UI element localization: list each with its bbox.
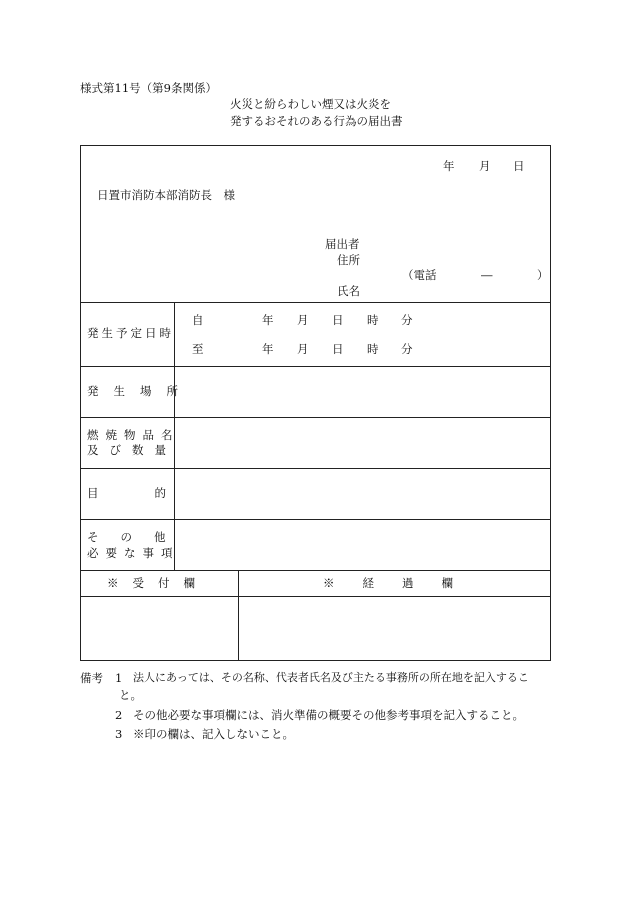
note-1-text-line2: と。 bbox=[119, 688, 142, 702]
note-3-text: ※印の欄は、記入しないこと。 bbox=[133, 727, 294, 741]
schedule-from-label: 自 bbox=[192, 313, 204, 327]
row-divider bbox=[81, 519, 550, 520]
date-month-label: 月 bbox=[479, 159, 491, 173]
note-2-text: その他必要な事項欄には、消火準備の概要その他参考事項を記入すること。 bbox=[133, 708, 524, 722]
schedule-from-minute: 分 bbox=[401, 313, 413, 327]
schedule-label bbox=[87, 326, 174, 341]
row-divider bbox=[81, 468, 550, 469]
phone-open: （電話 bbox=[402, 268, 437, 282]
schedule-from-day: 日 bbox=[332, 313, 344, 327]
schedule-label-text: 発生予定日時 bbox=[87, 326, 174, 340]
progress-box bbox=[239, 597, 549, 660]
row-divider bbox=[81, 366, 550, 367]
other-label-line2: 必要な事項 bbox=[87, 546, 180, 560]
schedule-to-label: 至 bbox=[192, 342, 204, 356]
row-divider bbox=[81, 417, 550, 418]
purpose-label-text: 目的 bbox=[87, 486, 222, 500]
receipt-column-header: ※受付欄 bbox=[107, 576, 209, 590]
phone-close: ） bbox=[537, 268, 549, 282]
schedule-from-hour: 時 bbox=[367, 313, 379, 327]
schedule-from-month: 月 bbox=[297, 313, 309, 327]
receipt-box bbox=[81, 597, 237, 660]
name-label: 氏名 bbox=[337, 284, 360, 298]
row-divider bbox=[81, 570, 550, 571]
phone-dash: ― bbox=[481, 268, 493, 282]
date-day-label: 日 bbox=[513, 159, 525, 173]
note-2-number: 2 bbox=[115, 708, 123, 722]
note-3-number: 3 bbox=[115, 727, 123, 741]
row-divider bbox=[81, 302, 550, 303]
form-number: 様式第11号（第9条関係） bbox=[80, 81, 217, 95]
schedule-from-year: 年 bbox=[262, 313, 274, 327]
form-title-line1: 火災と紛らわしい煙又は火炎を bbox=[230, 97, 391, 111]
schedule-to-minute: 分 bbox=[401, 342, 413, 356]
location-label: 発生場所 bbox=[87, 384, 193, 398]
purpose-label bbox=[87, 486, 222, 501]
schedule-to-month: 月 bbox=[297, 342, 309, 356]
schedule-to-day: 日 bbox=[332, 342, 344, 356]
address-label: 住所 bbox=[337, 253, 360, 267]
addressee: 日置市消防本部消防長 様 bbox=[97, 188, 235, 202]
schedule-to-year: 年 bbox=[262, 342, 274, 356]
materials-label-line1: 燃焼物品名 bbox=[87, 428, 180, 442]
form-title-line2: 発するおそれのある行為の届出書 bbox=[230, 114, 403, 128]
schedule-to-hour: 時 bbox=[367, 342, 379, 356]
date-year-label: 年 bbox=[443, 159, 455, 173]
notifier-label: 届出者 bbox=[325, 237, 360, 251]
progress-column-header: ※経過欄 bbox=[323, 576, 481, 590]
notification-form-table bbox=[80, 145, 551, 661]
notes-heading: 備考 bbox=[80, 671, 103, 685]
materials-label-line2: 及び数量 bbox=[87, 443, 177, 457]
note-1-text-line1: 法人にあっては、その名称、代表者氏名及び主たる事務所の所在地を記入するこ bbox=[133, 671, 529, 684]
other-label-line1: その他 bbox=[87, 530, 188, 544]
note-1-number: 1 bbox=[115, 671, 123, 685]
